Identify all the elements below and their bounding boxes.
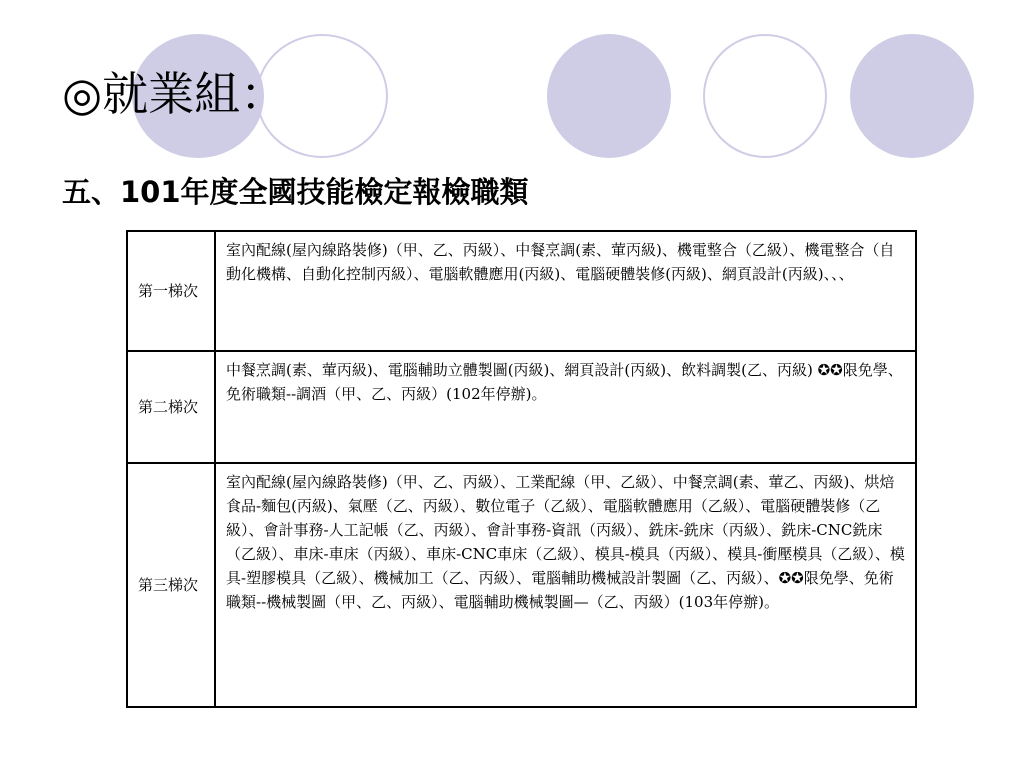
table-row (127, 231, 916, 351)
row-content-third: 室內配線(屋內線路裝修)（甲、乙、丙級）、工業配線（甲、乙級）、中餐烹調(素、葷乙、丙級)、烘焙食品-麵包(丙級)、氣壓（乙、丙級）、數位電子（乙級）、電腦軟體應用（乙級）、電腦硬體裝修（乙級）、會計事務-人工記帳（乙、丙級）、會計事務-資訊（丙級）、銑床-銑床（丙級）、銑床-CNC銑床（乙級）、車床-車床（丙級）、車床-CNC車床（乙級）、模具-模具（丙級）、模具-衝壓模具（乙級）、模具-塑膠模具（乙級）、機械加工（乙、丙級）、電腦輔助機械設計製圖（乙、丙級）、✪✪限免學、免術職類--機械製圖（甲、乙、丙級）、電腦輔助機械製圖—（乙、丙級）(103年停辦)。 (215, 463, 916, 707)
table-row (127, 463, 916, 707)
row-content-first: 室內配線(屋內線路裝修)（甲、乙、丙級）、中餐烹調(素、葷丙級)、機電整合（乙級）、機電整合（自動化機構、自動化控制丙級）、電腦軟體應用(丙級)、電腦硬體裝修(丙級)、網頁設計(丙級)、、、 (215, 231, 916, 351)
decor-circle-filled-3 (850, 34, 974, 158)
decor-circle-ring-2 (703, 34, 827, 158)
row-label-third: 第三梯次 (127, 463, 215, 707)
row-content-second: 中餐烹調(素、葷丙級)、電腦輔助立體製圖(丙級)、網頁設計(丙級)、飲料調製(乙、丙級) ✪✪限免學、免術職類--調酒（甲、乙、丙級）(102年停辦)。 (215, 351, 916, 463)
row-label-first: 第一梯次 (127, 231, 215, 351)
slide-title: ◎就業組： (62, 67, 287, 121)
row-label-second: 第二梯次 (127, 351, 215, 463)
slide-subtitle: 五、101年度全國技能檢定報檢職類 (62, 175, 529, 209)
table-row (127, 351, 916, 463)
decor-circle-filled-2 (547, 34, 671, 158)
exam-schedule-table (126, 230, 917, 708)
